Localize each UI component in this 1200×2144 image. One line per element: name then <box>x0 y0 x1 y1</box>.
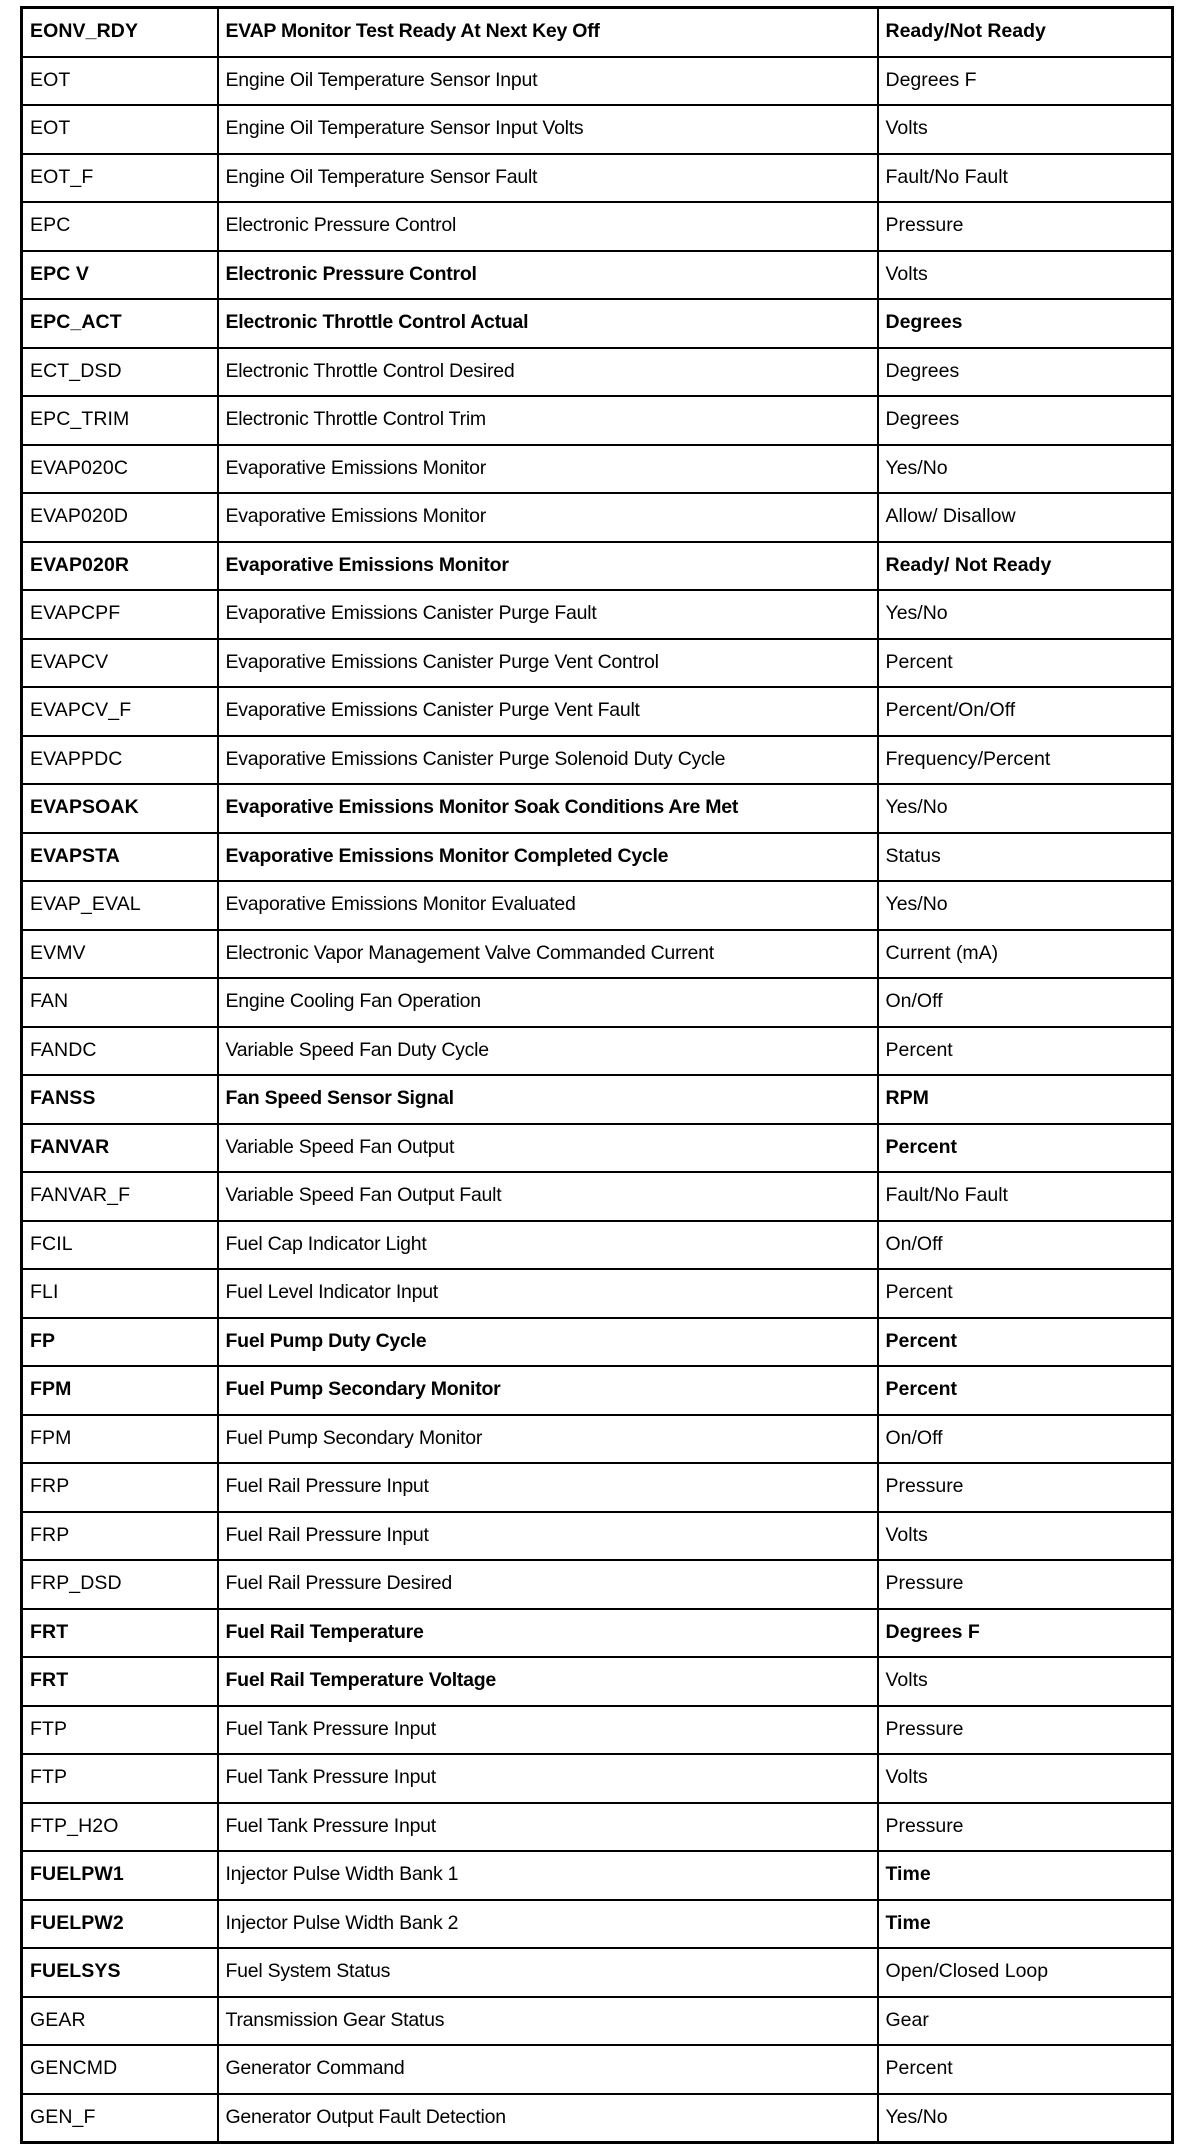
pid-description-cell: Fan Speed Sensor Signal <box>218 1075 878 1124</box>
table-row <box>22 1900 1173 1949</box>
pid-description-cell: Fuel Rail Temperature <box>218 1609 878 1658</box>
table-row <box>22 1560 1173 1609</box>
pid-description-cell: Engine Cooling Fan Operation <box>218 978 878 1027</box>
pid-name-cell: FRP <box>22 1463 218 1512</box>
pid-description-cell: Evaporative Emissions Monitor Completed Cycle <box>218 833 878 882</box>
pid-units-cell: Status <box>878 833 1173 882</box>
table-row <box>22 1754 1173 1803</box>
pid-description-cell: Variable Speed Fan Output Fault <box>218 1172 878 1221</box>
pid-name-cell: EVAPSOAK <box>22 784 218 833</box>
pid-description-cell: Engine Oil Temperature Sensor Input <box>218 57 878 106</box>
pid-name-cell: EOT_F <box>22 154 218 203</box>
table-row <box>22 348 1173 397</box>
table-row <box>22 154 1173 203</box>
table-row <box>22 1318 1173 1367</box>
pid-description-cell: Engine Oil Temperature Sensor Input Volts <box>218 105 878 154</box>
pid-description-cell: Generator Command <box>218 2045 878 2094</box>
pid-units-cell: Pressure <box>878 1803 1173 1852</box>
pid-description-cell: Fuel Rail Pressure Input <box>218 1512 878 1561</box>
pid-units-cell: Open/Closed Loop <box>878 1948 1173 1997</box>
pid-description-cell: Evaporative Emissions Canister Purge Fault <box>218 590 878 639</box>
pid-name-cell: FANVAR <box>22 1124 218 1173</box>
table-row <box>22 1512 1173 1561</box>
pid-name-cell: FTP_H2O <box>22 1803 218 1852</box>
pid-units-cell: Percent <box>878 2045 1173 2094</box>
table-row <box>22 978 1173 1027</box>
table-row <box>22 1075 1173 1124</box>
pid-units-cell: RPM <box>878 1075 1173 1124</box>
pid-units-cell: Percent <box>878 1269 1173 1318</box>
pid-description-cell: Fuel Tank Pressure Input <box>218 1754 878 1803</box>
pid-description-cell: Evaporative Emissions Monitor <box>218 445 878 494</box>
pid-name-cell: EONV_RDY <box>22 8 218 57</box>
pid-units-cell: Yes/No <box>878 590 1173 639</box>
table-row <box>22 1948 1173 1997</box>
pid-units-cell: On/Off <box>878 978 1173 1027</box>
table-row <box>22 881 1173 930</box>
pid-units-cell: Fault/No Fault <box>878 1172 1173 1221</box>
pid-units-cell: Percent <box>878 1366 1173 1415</box>
pid-units-cell: Frequency/Percent <box>878 736 1173 785</box>
pid-name-cell: FUELPW2 <box>22 1900 218 1949</box>
pid-name-cell: GEAR <box>22 1997 218 2046</box>
table-row <box>22 1803 1173 1852</box>
pid-units-cell: Yes/No <box>878 445 1173 494</box>
pid-description-cell: Generator Output Fault Detection <box>218 2094 878 2143</box>
table-row <box>22 1706 1173 1755</box>
pid-name-cell: FCIL <box>22 1221 218 1270</box>
pid-units-cell: On/Off <box>878 1221 1173 1270</box>
pid-units-cell: Degrees <box>878 396 1173 445</box>
pid-name-cell: GENCMD <box>22 2045 218 2094</box>
pid-description-cell: Fuel Level Indicator Input <box>218 1269 878 1318</box>
pid-name-cell: ECT_DSD <box>22 348 218 397</box>
table-row <box>22 1124 1173 1173</box>
pid-units-cell: Pressure <box>878 1463 1173 1512</box>
pid-name-cell: EVMV <box>22 930 218 979</box>
table-row <box>22 784 1173 833</box>
pid-description-cell: Fuel Pump Duty Cycle <box>218 1318 878 1367</box>
pid-description-cell: Evaporative Emissions Canister Purge Solenoid Duty Cycle <box>218 736 878 785</box>
pid-name-cell: FANVAR_F <box>22 1172 218 1221</box>
pid-description-cell: Fuel System Status <box>218 1948 878 1997</box>
pid-name-cell: EOT <box>22 105 218 154</box>
pid-description-cell: Fuel Pump Secondary Monitor <box>218 1415 878 1464</box>
table-row <box>22 396 1173 445</box>
table-row <box>22 1172 1173 1221</box>
pid-description-cell: Injector Pulse Width Bank 1 <box>218 1851 878 1900</box>
pid-units-cell: Pressure <box>878 1706 1173 1755</box>
pid-units-cell: Volts <box>878 251 1173 300</box>
pid-units-cell: Degrees <box>878 348 1173 397</box>
pid-description-cell: Electronic Throttle Control Desired <box>218 348 878 397</box>
pid-description-cell: Evaporative Emissions Monitor Evaluated <box>218 881 878 930</box>
pid-units-cell: Current (mA) <box>878 930 1173 979</box>
pid-units-cell: Volts <box>878 1657 1173 1706</box>
table-row <box>22 1221 1173 1270</box>
pid-units-cell: Volts <box>878 1754 1173 1803</box>
table-row <box>22 1997 1173 2046</box>
table-row <box>22 493 1173 542</box>
pid-units-cell: On/Off <box>878 1415 1173 1464</box>
table-row <box>22 1463 1173 1512</box>
pid-name-cell: EVAPPDC <box>22 736 218 785</box>
pid-description-cell: Engine Oil Temperature Sensor Fault <box>218 154 878 203</box>
pid-units-cell: Percent <box>878 1124 1173 1173</box>
pid-description-cell: Evaporative Emissions Canister Purge Vent Control <box>218 639 878 688</box>
pid-name-cell: EPC_ACT <box>22 299 218 348</box>
table-row <box>22 542 1173 591</box>
table-row <box>22 639 1173 688</box>
table-row <box>22 1609 1173 1658</box>
pid-description-cell: Fuel Rail Pressure Desired <box>218 1560 878 1609</box>
pid-name-cell: EVAPCV <box>22 639 218 688</box>
pid-name-cell: EVAPCPF <box>22 590 218 639</box>
table-row <box>22 1027 1173 1076</box>
pid-name-cell: FPM <box>22 1366 218 1415</box>
pid-units-cell: Ready/ Not Ready <box>878 542 1173 591</box>
pid-name-cell: FRP <box>22 1512 218 1561</box>
pid-description-cell: Fuel Pump Secondary Monitor <box>218 1366 878 1415</box>
pid-name-cell: EVAP020R <box>22 542 218 591</box>
pid-name-cell: FTP <box>22 1706 218 1755</box>
pid-name-cell: FUELSYS <box>22 1948 218 1997</box>
pid-units-cell: Degrees <box>878 299 1173 348</box>
pid-name-cell: EVAP020C <box>22 445 218 494</box>
pid-name-cell: FTP <box>22 1754 218 1803</box>
table-row <box>22 1657 1173 1706</box>
pid-name-cell: FANDC <box>22 1027 218 1076</box>
pid-units-cell: Percent <box>878 1318 1173 1367</box>
pid-units-cell: Gear <box>878 1997 1173 2046</box>
pid-description-cell: EVAP Monitor Test Ready At Next Key Off <box>218 8 878 57</box>
pid-units-cell: Allow/ Disallow <box>878 493 1173 542</box>
pid-table-body <box>22 8 1173 2143</box>
pid-units-cell: Volts <box>878 1512 1173 1561</box>
pid-description-cell: Electronic Pressure Control <box>218 202 878 251</box>
pid-units-cell: Pressure <box>878 1560 1173 1609</box>
pid-description-cell: Injector Pulse Width Bank 2 <box>218 1900 878 1949</box>
table-row <box>22 1851 1173 1900</box>
pid-name-cell: FANSS <box>22 1075 218 1124</box>
table-row <box>22 8 1173 57</box>
pid-units-cell: Volts <box>878 105 1173 154</box>
pid-name-cell: FP <box>22 1318 218 1367</box>
pid-name-cell: GEN_F <box>22 2094 218 2143</box>
table-row <box>22 736 1173 785</box>
table-row <box>22 1415 1173 1464</box>
pid-name-cell: FRP_DSD <box>22 1560 218 1609</box>
table-row <box>22 930 1173 979</box>
pid-name-cell: EOT <box>22 57 218 106</box>
pid-name-cell: EPC V <box>22 251 218 300</box>
pid-description-cell: Electronic Vapor Management Valve Commanded Current <box>218 930 878 979</box>
pid-units-cell: Yes/No <box>878 784 1173 833</box>
pid-name-cell: FLI <box>22 1269 218 1318</box>
pid-name-cell: FAN <box>22 978 218 1027</box>
pid-description-cell: Evaporative Emissions Monitor Soak Conditions Are Met <box>218 784 878 833</box>
pid-units-cell: Percent <box>878 639 1173 688</box>
pid-description-cell: Electronic Throttle Control Actual <box>218 299 878 348</box>
table-row <box>22 590 1173 639</box>
pid-name-cell: FRT <box>22 1609 218 1658</box>
pid-description-cell: Fuel Tank Pressure Input <box>218 1706 878 1755</box>
table-row <box>22 833 1173 882</box>
pid-description-cell: Evaporative Emissions Monitor <box>218 493 878 542</box>
pid-units-cell: Percent <box>878 1027 1173 1076</box>
table-row <box>22 57 1173 106</box>
pid-description-cell: Electronic Pressure Control <box>218 251 878 300</box>
pid-name-cell: EVAPCV_F <box>22 687 218 736</box>
pid-description-cell: Variable Speed Fan Output <box>218 1124 878 1173</box>
pid-units-cell: Degrees F <box>878 57 1173 106</box>
pid-name-cell: FUELPW1 <box>22 1851 218 1900</box>
pid-units-cell: Pressure <box>878 202 1173 251</box>
table-row <box>22 2094 1173 2143</box>
pid-units-cell: Yes/No <box>878 2094 1173 2143</box>
pid-name-cell: FPM <box>22 1415 218 1464</box>
pid-description-cell: Variable Speed Fan Duty Cycle <box>218 1027 878 1076</box>
table-row <box>22 251 1173 300</box>
pid-description-cell: Fuel Rail Pressure Input <box>218 1463 878 1512</box>
table-row <box>22 1269 1173 1318</box>
table-row <box>22 299 1173 348</box>
pid-description-cell: Evaporative Emissions Canister Purge Vent Fault <box>218 687 878 736</box>
pid-units-cell: Fault/No Fault <box>878 154 1173 203</box>
pid-description-cell: Evaporative Emissions Monitor <box>218 542 878 591</box>
pid-name-cell: EPC <box>22 202 218 251</box>
pid-description-cell: Electronic Throttle Control Trim <box>218 396 878 445</box>
pid-units-cell: Ready/Not Ready <box>878 8 1173 57</box>
pid-name-cell: FRT <box>22 1657 218 1706</box>
pid-description-cell: Transmission Gear Status <box>218 1997 878 2046</box>
pid-units-cell: Time <box>878 1851 1173 1900</box>
pid-description-cell: Fuel Rail Temperature Voltage <box>218 1657 878 1706</box>
pid-name-cell: EVAPSTA <box>22 833 218 882</box>
table-row <box>22 202 1173 251</box>
table-row <box>22 445 1173 494</box>
pid-units-cell: Percent/On/Off <box>878 687 1173 736</box>
pid-units-cell: Degrees F <box>878 1609 1173 1658</box>
pid-reference-table <box>20 6 1174 2144</box>
table-row <box>22 2045 1173 2094</box>
pid-description-cell: Fuel Cap Indicator Light <box>218 1221 878 1270</box>
pid-name-cell: EPC_TRIM <box>22 396 218 445</box>
table-row <box>22 105 1173 154</box>
pid-name-cell: EVAP_EVAL <box>22 881 218 930</box>
pid-units-cell: Time <box>878 1900 1173 1949</box>
table-row <box>22 687 1173 736</box>
table-row <box>22 1366 1173 1415</box>
pid-units-cell: Yes/No <box>878 881 1173 930</box>
pid-name-cell: EVAP020D <box>22 493 218 542</box>
pid-description-cell: Fuel Tank Pressure Input <box>218 1803 878 1852</box>
